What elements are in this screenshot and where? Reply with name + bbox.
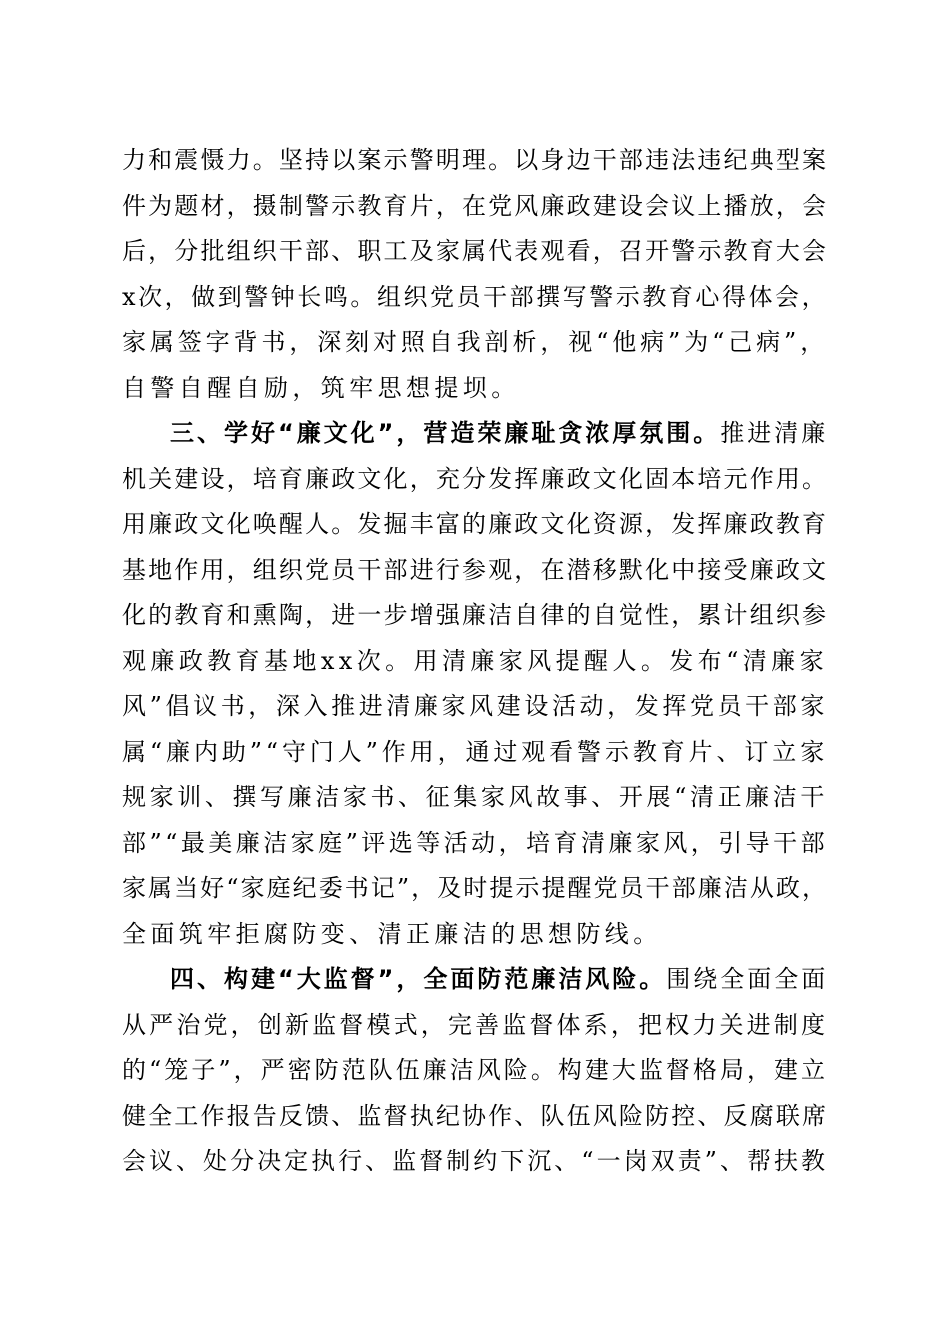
text-line: 属“廉内助”“守门人”作用，通过观看警示教育片、订立家 xyxy=(122,737,828,766)
section-4-supervision xyxy=(122,957,828,1185)
text-line: 部”“最美廉洁家庭”评选等活动，培育清廉家风，引导干部 xyxy=(122,828,828,857)
text-line: 后，分批组织干部、职工及家属代表观看，召开警示教育大会 xyxy=(122,237,828,265)
text-line: 力和震慑力。坚持以案示警明理。以身边干部违法违纪典型案 xyxy=(122,146,828,174)
section-4-first-line-rest: 围绕全面全面 xyxy=(666,965,828,993)
text-line: 规家训、撰写廉洁家书、征集家风故事、开展“清正廉洁干 xyxy=(122,783,828,811)
section-3-first-line-rest: 推进清廉 xyxy=(720,419,828,447)
paragraph-warning-education xyxy=(122,138,828,411)
section-4-heading: 四、构建“大监督”，全面防范廉洁风险。 xyxy=(170,965,667,993)
section-4-first-line xyxy=(122,957,828,1003)
text-line: 会议、处分决定执行、监督制约下沉、“一岗双责”、帮扶教 xyxy=(122,1147,828,1175)
text-line: 化的教育和熏陶，进一步增强廉洁自律的自觉性，累计组织参 xyxy=(122,601,828,629)
section-3-first-line xyxy=(122,411,828,457)
text-line: 风”倡议书，深入推进清廉家风建设活动，发挥党员干部家 xyxy=(122,692,828,720)
text-line: 基地作用，组织党员干部进行参观，在潜移默化中接受廉政文 xyxy=(122,555,828,584)
text-line: 家属当好“家庭纪委书记”，及时提示提醒党员干部廉洁从政， xyxy=(122,874,828,902)
text-line: 全面筑牢拒腐防变、清正廉洁的思想防线。 xyxy=(122,919,662,948)
text-line: 观廉政教育基地xx次。用清廉家风提醒人。发布“清廉家 xyxy=(122,646,828,675)
section-3-clean-culture xyxy=(122,411,828,957)
text-line: 的“笼子”，严密防范队伍廉洁风险。构建大监督格局，建立 xyxy=(122,1056,828,1084)
text-line: x次，做到警钟长鸣。组织党员干部撰写警示教育心得体会， xyxy=(122,282,828,311)
text-line: 用廉政文化唤醒人。发掘丰富的廉政文化资源，发挥廉政教育 xyxy=(122,510,828,538)
text-line: 健全工作报告反馈、监督执纪协作、队伍风险防控、反腐联席 xyxy=(122,1101,828,1130)
text-line: 从严治党，创新监督模式，完善监督体系，把权力关进制度 xyxy=(122,1010,828,1039)
section-3-heading: 三、学好“廉文化”，营造荣廉耻贪浓厚氛围。 xyxy=(170,419,721,447)
text-line: 家属签字背书，深刻对照自我剖析，视“他病”为“己病”， xyxy=(122,328,828,356)
text-line: 自警自醒自励，筑牢思想提坝。 xyxy=(122,373,520,402)
text-line: 件为题材，摄制警示教育片，在党风廉政建设会议上播放，会 xyxy=(122,191,828,220)
text-line: 机关建设，培育廉政文化，充分发挥廉政文化固本培元作用。 xyxy=(122,464,828,493)
